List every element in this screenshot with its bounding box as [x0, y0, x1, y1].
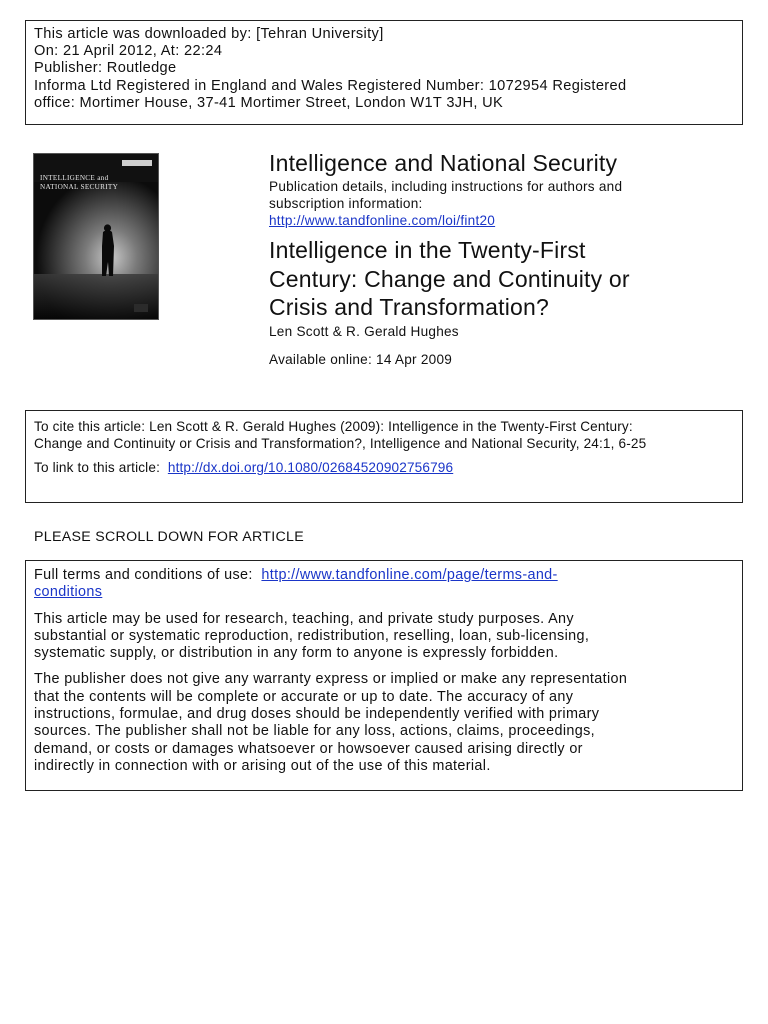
download-info-line: office: Mortimer House, 37-41 Mortimer Street, London W1T 3JH, UK: [34, 94, 504, 111]
citation-line: To cite this article: Len Scott & R. Gerald Hughes (2009): Intelligence in the Twenty-First Century:: [34, 419, 633, 434]
publication-details: [269, 178, 729, 229]
journal-cover-image: [33, 153, 159, 320]
journal-title: Intelligence and National Security: [269, 150, 618, 176]
journal-url-link[interactable]: http://www.tandfonline.com/loi/fint20: [269, 213, 496, 228]
article-link-row: [34, 459, 734, 476]
terms-box: [25, 560, 743, 791]
citation-box: [25, 410, 743, 503]
doi-link[interactable]: http://dx.doi.org/10.1080/02684520902756796: [167, 460, 454, 475]
download-info-line: On: 21 April 2012, At: 22:24: [34, 43, 223, 60]
usage-line: systematic supply, or distribution in any form to anyone is expressly forbidden.: [34, 645, 559, 662]
usage-paragraph: [34, 611, 734, 663]
disclaimer-line: sources. The publisher shall not be liable for any loss, actions, claims, proceedings,: [34, 723, 595, 740]
usage-line: This article may be used for research, teaching, and private study purposes. Any: [34, 610, 574, 627]
journal-cover-illustration: [34, 154, 158, 319]
terms-link[interactable]: http://www.tandfonline.com/page/terms-and-: [261, 567, 558, 583]
disclaimer-line: that the contents will be complete or accurate or up to date. The accuracy of any: [34, 688, 574, 705]
usage-line: substantial or systematic reproduction, redistribution, reselling, loan, sub-licensing,: [34, 627, 590, 644]
publication-details-line: Publication details, including instructions for authors and: [269, 179, 623, 194]
disclaimer-line: The publisher does not give any warranty express or implied or make any representation: [34, 671, 628, 688]
cover-title-line: INTELLIGENCE and: [40, 174, 109, 182]
disclaimer-line: instructions, formulae, and drug doses should be independently verified with primary: [34, 706, 600, 723]
article-title: [269, 236, 729, 322]
article-title-line: Crisis and Transformation?: [269, 294, 550, 320]
cover-title-line: NATIONAL SECURITY: [40, 183, 119, 191]
scroll-notice: PLEASE SCROLL DOWN FOR ARTICLE: [34, 529, 304, 545]
terms-label: Full terms and conditions of use:: [34, 567, 253, 583]
article-title-line: Century: Change and Continuity or: [269, 265, 630, 292]
disclaimer-line: demand, or costs or damages whatsoever or howsoever caused arising directly or: [34, 740, 583, 757]
article-info: [269, 148, 729, 368]
download-info-box: [25, 20, 743, 125]
article-authors: Len Scott & R. Gerald Hughes: [269, 323, 459, 339]
download-info-line: This article was downloaded by: [Tehran University]: [34, 26, 384, 42]
article-title-line: Intelligence in the Twenty-First: [269, 237, 586, 263]
publication-details-line: subscription information:: [269, 196, 423, 211]
download-info-line: Informa Ltd Registered in England and Wales Registered Number: 1072954 Registered: [34, 77, 627, 94]
article-link-label: To link to this article:: [34, 460, 160, 475]
disclaimer-paragraph: [34, 671, 734, 775]
citation-line: Change and Continuity or Crisis and Transformation?, Intelligence and National Security, 24:1, 6-25: [34, 436, 647, 451]
disclaimer-line: indirectly in connection with or arising out of the use of this material.: [34, 757, 491, 774]
download-info-line: Publisher: Routledge: [34, 60, 177, 77]
terms-link-continued[interactable]: conditions: [34, 584, 103, 601]
available-online-date: Available online: 14 Apr 2009: [269, 351, 453, 367]
terms-link-row: [34, 567, 734, 584]
